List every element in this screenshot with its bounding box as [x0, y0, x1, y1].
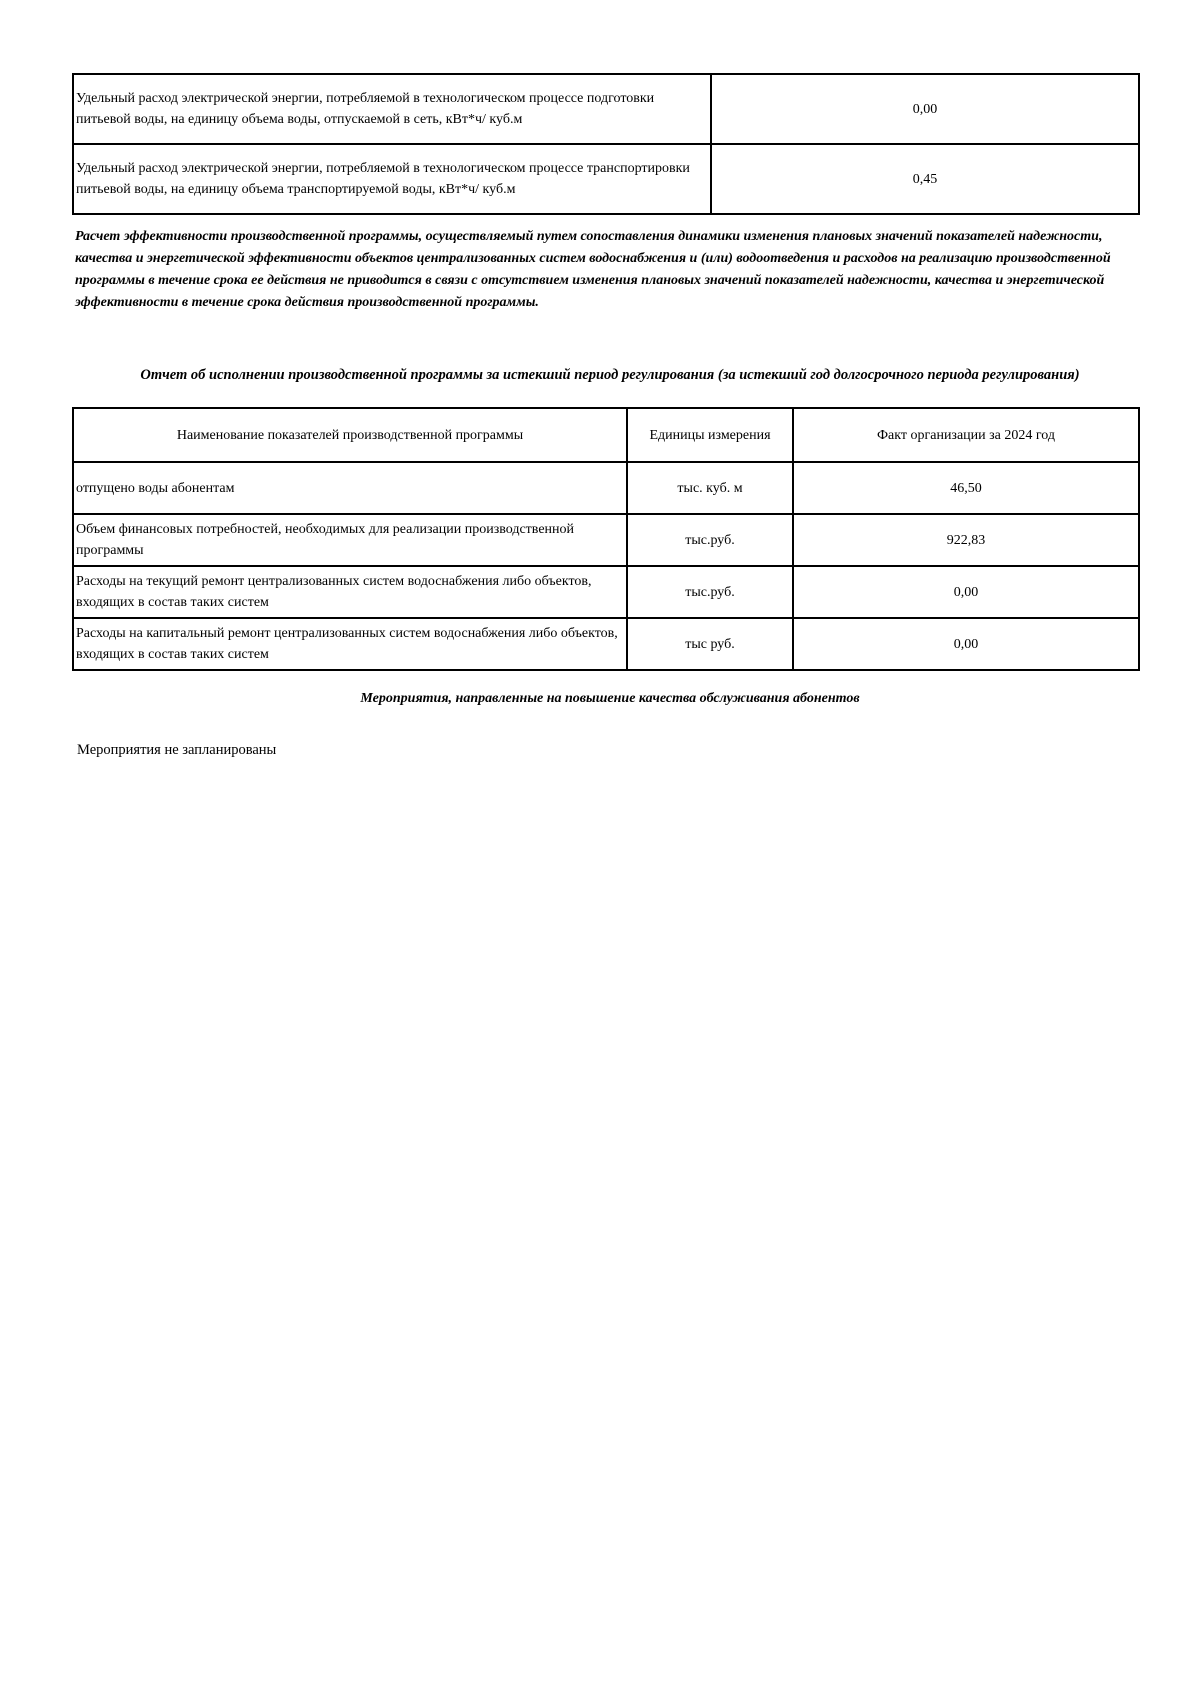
- table-row: [73, 566, 1139, 618]
- table-row: [73, 514, 1139, 566]
- report-title: Отчет об исполнении производственной программы за истекший период регулирования (за истекший год долгосрочного периода регулирования): [140, 367, 1080, 383]
- table-row: [73, 144, 1139, 214]
- measures-title: Мероприятия, направленные на повышение качества обслуживания абонентов: [360, 691, 860, 706]
- table-header-row: [73, 408, 1139, 462]
- table-row: [73, 74, 1139, 144]
- row-value: 0,45: [711, 144, 1139, 214]
- header-fact: Факт организации за 2024 год: [793, 408, 1139, 462]
- indicator-fact: 0,00: [793, 566, 1139, 618]
- indicator-unit: тыс руб.: [627, 618, 793, 670]
- energy-consumption-table: [72, 73, 1140, 215]
- report-table: [72, 407, 1140, 671]
- indicator-fact: 0,00: [793, 618, 1139, 670]
- header-name: Наименование показателей производственной программы: [73, 408, 627, 462]
- indicator-name: отпущено воды абонентам: [73, 462, 627, 514]
- row-description: Удельный расход электрической энергии, потребляемой в технологическом процессе транспортировки питьевой воды, на единицу объема транспортируемой воды, кВт*ч/ куб.м: [73, 144, 711, 214]
- header-unit: Единицы измерения: [627, 408, 793, 462]
- indicator-fact: 922,83: [793, 514, 1139, 566]
- table-row: [73, 462, 1139, 514]
- efficiency-paragraph: Расчет эффективности производственной программы, осуществляемый путем сопоставления динамики изменения плановых значений показателей надежности, качества и энергетической эффективности объектов централизованных систем водоснабжения и (или) водоотведения и расходов на реализацию производственной программы в течение срока ее действия не приводится в связи с отсутствием изменения плановых значений показателей надежности, качества и энергетической эффективности в течение срока действия производственной программы.: [75, 229, 1111, 310]
- indicator-name: Объем финансовых потребностей, необходимых для реализации производственной программы: [73, 514, 627, 566]
- indicator-fact: 46,50: [793, 462, 1139, 514]
- indicator-unit: тыс.руб.: [627, 514, 793, 566]
- table-row: [73, 618, 1139, 670]
- indicator-name: Расходы на капитальный ремонт централизованных систем водоснабжения либо объектов, входящих в состав таких систем: [73, 618, 627, 670]
- measures-text: Мероприятия не запланированы: [77, 742, 277, 758]
- indicator-unit: тыс.руб.: [627, 566, 793, 618]
- row-description: Удельный расход электрической энергии, потребляемой в технологическом процессе подготовки питьевой воды, на единицу объема воды, отпускаемой в сеть, кВт*ч/ куб.м: [73, 74, 711, 144]
- indicator-name: Расходы на текущий ремонт централизованных систем водоснабжения либо объектов, входящих в состав таких систем: [73, 566, 627, 618]
- indicator-unit: тыс. куб. м: [627, 462, 793, 514]
- row-value: 0,00: [711, 74, 1139, 144]
